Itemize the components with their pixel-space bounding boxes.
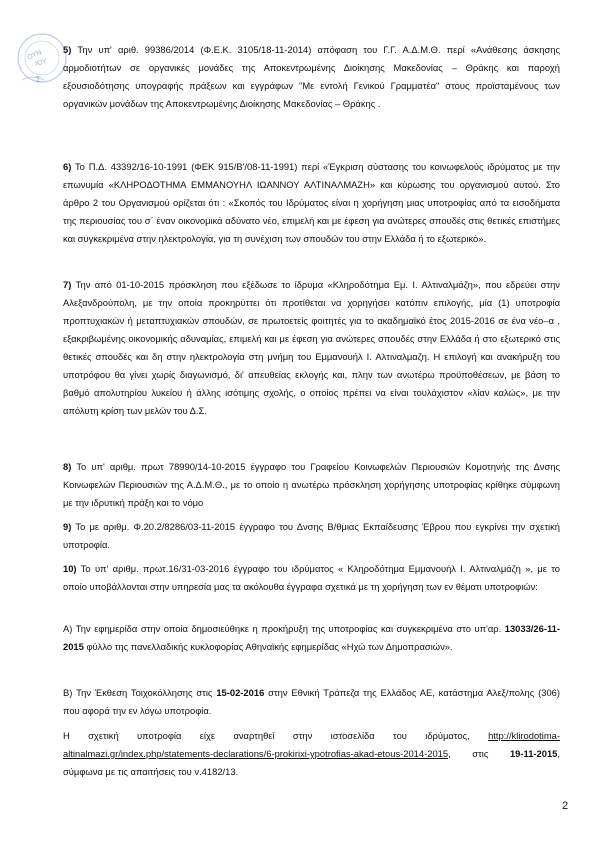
paragraph-text: Την υπ' αριθ. 99386/2014 (Φ.Ε.Κ. 3105/18-11-2014) απόφαση του Γ.Γ. Α.Δ.Μ.Θ. περί «Ανάθεσης άσκησης αρμοδιοτήτων σε οργανικές μονάδες της Αποκεντρωμένης Διοίκησης Μακεδονίας – Θράκης και παροχή εξουσιοδότησης υπογραφής πράξεων και εγγράφων "Με εντολή Γενικού Γραμματέα" στους προϊσταμένους των οργανικών μονάδων της Αποκεντρωμένης Διοίκησης Μακεδονίας – Θράκης . xyxy=(63,44,561,109)
paragraph-text: Την από 01-10-2015 πρόσκληση που εξέδωσε το ίδρυμα «Κληροδότημα Εμ. Ι. Αλτιναλμάζη», που εδρεύει στην Αλεξανδρούπολη, με την οποία προκηρύττει ότι προτίθεται να χορηγήσει κατόπιν επιλογής, μία (1) υποτροφία προπτυχιακών ή μεταπτυχιακών σπουδών, σε πρωτοετείς φοιτητές για το ακαδημαϊκό έτος 2015-2016 σε ένα νέο–α , εξακριβωμένης οικονομικής αδυναμίας, επιμελή και με έφεση για ανώτερες σπουδές στην Ελλάδα ή στο εξωτερικό στις θετικές σπουδές και δη στην ηλεκτρολογία στη μνήμη του Εμμανουήλ Ι. Αλτιναλμαζη. Η επιλογή και ανακήρυξη του υποτρόφου θα γίνει χωρίς διαγωνισμό, δι' απευθείας εκλογής και, πλην των ανωτέρω προϋποθέσεων, με βάση το βαθμό απολυτηρίου λυκείου ή άλλης ισότιμης σχολής, ο οποίος πρέπει να είναι τουλάχιστον «λίαν καλώς», με την απόλυτη κρίση των μελών του Δ.Σ. xyxy=(63,279,560,416)
website-note xyxy=(63,727,560,781)
paragraph-7 xyxy=(63,276,560,420)
paragraph-5 xyxy=(63,41,560,113)
paragraph-text: Το με αριθμ. Φ.20.2/8286/03-11-2015 έγγραφο του Δνσης Β/θμιας Εκπαίδευσης Έβρου που εγκρίνει την σχετική υποτροφία. xyxy=(63,521,561,550)
paragraph-number: 10) xyxy=(63,563,77,574)
paragraph-text: Το υπ' αριθμ. πρωτ 78990/14-10-2015 έγγραφο του Γραφείου Κοινωφελών Περιουσιών Κομοτηνής της Δνσης Κοινωφελών Περιουσιών της Α.Δ.Μ.Θ., με το οποίο η ανωτέρω πρόσκληση χορήγησης υποτροφίας κρίθηκε σύμφωνη με την ιδρυτική πράξη και το νόμο xyxy=(63,461,561,508)
paragraph-number: 9) xyxy=(63,521,72,532)
paragraph-number: 6) xyxy=(63,161,72,172)
posting-date: 15-02-2016 xyxy=(216,687,265,698)
stamp-text-bottom: Σ xyxy=(36,75,41,84)
foundation-website-link[interactable]: http://klirodotima-altinalmazi.gr/index.php/statements-declarations/6-prokirixi-ypotrofias-akad-etous-2014-2015 xyxy=(63,730,560,759)
paragraph-8 xyxy=(63,458,560,512)
stamp-text-top: ΟΥΝ xyxy=(26,49,43,62)
website-note-text: Η σχετική υποτροφία είχε αναρτηθεί στην ιστοσελίδα του ιδρύματος, xyxy=(63,730,489,741)
attachment-a xyxy=(63,620,560,656)
attachment-b-text: Β) Την Έκθεση Τοιχοκόλλησης στις xyxy=(63,687,217,698)
website-note-text-end: , σύμφωνα με τις απαιτήσεις του ν.4182/13. xyxy=(63,748,560,777)
attachment-b xyxy=(63,684,560,720)
attachment-b-text-end: στην Εθνική Τράπεζα της Ελλάδος ΑΕ, κατάστημα Αλεξ/πολης (306) που αφορά την εν λόγω υποτροφία. xyxy=(63,687,561,716)
paragraph-9 xyxy=(63,518,560,554)
paragraph-6 xyxy=(63,158,560,248)
paragraph-number: 5) xyxy=(63,44,72,55)
page-number: 2 xyxy=(562,800,569,812)
attachment-a-text: Α) Την εφημερίδα στην οποία δημοσιεύθηκε η προκήρυξη της υποτροφίας και συγκεκριμένα στο υπ'αρ. xyxy=(63,623,505,634)
paragraph-text: Το Π.Δ. 43392/16-10-1991 (ΦΕΚ 915/Β'/08-11-1991) περί «Έγκριση σύστασης του κοινωφελούς ιδρύματος με την επωνυμία «ΚΛΗΡΟΔΟΤΗΜΑ ΕΜΜΑΝΟΥΗΛ ΙΩΑΝΝΟΥ ΑΛΤΙΝΑΛΜΑΖΗ» και κύρωσης του οργανισμού αυτού. Στο άρθρο 2 του Οργανισμού ορίζεται ότι : «Σκοπός του Ιδρύματος είναι η χορήγηση μιας υποτροφίας από τα εισοδήματα της περιουσίας του σ΄ έναν οικονομικά αδύνατο νέο, επιμελή και με έφεση για ανώτερες σπουδές στις θετικές επιστήμες και συγκεκριμένα στην ηλεκτρολογία, για τη συνέχιση των σπουδών του στην Ελλάδα ή το εξωτερικό». xyxy=(63,161,560,244)
newspaper-issue: 13033/26-11-2015 xyxy=(63,623,560,652)
attachment-a-text-end: φύλλο της πανελλαδικής κυκλοφορίας Αθηναϊκής εφημερίδας «Ηχώ των Δημοπρασιών». xyxy=(83,641,453,652)
paragraph-number: 7) xyxy=(63,279,72,290)
website-note-sep: , στις xyxy=(448,748,510,759)
paragraph-text: Το υπ' αριθμ. πρωτ.16/31-03-2016 έγγραφο του ιδρύματος « Κληροδότημα Εμμανουήλ Ι. Αλτιναλμάζη », με το οποίο υποβάλλονται στην υπηρεσία μας τα ακόλουθα έγγραφα σχετικά με τη χορήγηση των εν θέματι υποτροφιών: xyxy=(63,563,560,592)
paragraph-number: 8) xyxy=(63,461,72,472)
paragraph-10 xyxy=(63,560,560,596)
publication-date: 19-11-2015 xyxy=(509,748,558,759)
stamp-text-mid: ΙΟΥ xyxy=(34,57,48,68)
